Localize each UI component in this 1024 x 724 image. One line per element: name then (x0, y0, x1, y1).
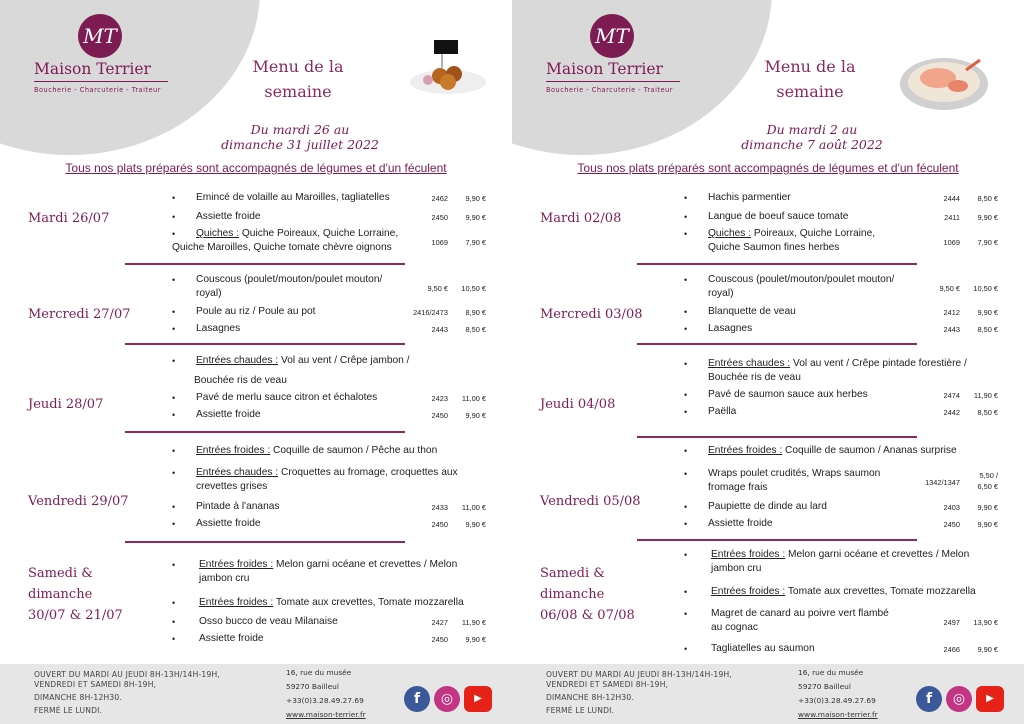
day-label-line: dimanche (28, 587, 93, 602)
item-code: 2412 (943, 308, 960, 317)
day-separator (637, 343, 917, 345)
item-text: Assiette froide (199, 633, 264, 644)
item-text-part: Tomate aux crevettes, Tomate mozzarella (785, 586, 976, 597)
phone-number: +33(0)3.28.49.27.69 (798, 696, 876, 705)
item-price: 9,90 € (465, 194, 486, 203)
item-price: 9,90 € (465, 213, 486, 222)
opening-hours (34, 670, 264, 716)
item-category: Quiches : (708, 228, 752, 239)
item-code: 1069 (943, 238, 960, 247)
menu-item: • Magret de canard au poivre vert flambé au cognac 2497 13,90 € (684, 608, 998, 633)
day-label: Vendredi 29/07 (28, 494, 129, 509)
day-separator (125, 343, 405, 345)
day-label: Mercredi 27/07 (28, 307, 131, 322)
item-price: 7,90 € (465, 238, 486, 247)
item-text: Paëlla (708, 406, 737, 417)
menu-item: • Entrées froides : Melon garni océane et crevettes / Melon jambon cru (172, 558, 490, 586)
item-text: Couscous (poulet/mouton/poulet mouton/ (708, 274, 895, 285)
day-separator (125, 263, 405, 265)
item-category: Quiches : (196, 228, 240, 239)
item-text-part: Poireaux, Quiche Lorraine, (751, 228, 876, 239)
item-text: Assiette froide (196, 211, 261, 222)
item-code: 2442 (943, 408, 960, 417)
item-code: 2411 (944, 213, 960, 222)
item-text: Lasagnes (708, 323, 753, 334)
brand-name: Maison Terrier (34, 60, 151, 78)
brand-tagline: Boucherie - Charcuterie - Traiteur (34, 86, 161, 94)
item-category: Entrées froides : (711, 586, 786, 597)
menu-page-right: MT Maison Terrier Boucherie - Charcuterie - Traiteur Menu de la semaine Du mardi 2 au dimanche 7 août 2022 Tous nos plats préparés sont accompagnés de légumes et d'un féculent Mardi 02/08 Mercredi 03/08 Jeudi 04/08 Vendredi 05/08 Samedi & dimanche 06/08 & 07/08 • Hachis parmentier 2444 8,50 € • Langue de boeuf sauce tomate 2411 9,90 € • Quiches : Poireaux, Quiche Lorraine, Quiche Saumon fines herbes 1069 7,90 € • Couscous (poulet/mouton/poulet mouton/ royal) 9,50 € 10,50 € • Blanquette de veau 2412 9,90 € • Lasagnes 2443 8,50 € • Entrées chaudes : Vol au vent / Crêpe pintade forestière / Bouchée ris de veau • Pavé de saumon sauce aux herbes 2474 11,90 € • Paëlla 2442 8,50 € • Entrées froides : Coquille de saumon / Ananas surprise • Wraps poulet crudités, Wraps saumon fromage frais 1342/1347 5,50 / 6,50 € • Paupiette de dinde au lard 2403 9,90 € • Assiette froide 2450 9,90 € • Entrées froides : Melon garni océane et crevettes / Melon jambon cru • Entrées froides : Tomate aux crevettes, Tomate mozzarella • Magret de canard au poivre vert flambé au cognac 2497 13,90 € • Tagliatelles au saumon 2466 9,90 € OUVERT DU MARDI AU JEUDI 8H-13H/14H-19H, VENDREDI ET SAMEDI 8H-19H, DIMANCHE 8H-12H30. FERMÉ LE LUNDI. 16, rue du musée 59270 Bailleul +33(0)3.28.49.27.69 www.maison-terrier.fr f ◎ ▶ (512, 0, 1024, 724)
item-code: 2466 (943, 645, 960, 654)
day-label: Mercredi 03/08 (540, 307, 643, 322)
hours-line: VENDREDI ET SAMEDI 8H-19H, (546, 680, 669, 689)
item-text (196, 227, 416, 241)
item-text-line2: Bouchée ris de veau (708, 372, 801, 383)
item-text (196, 466, 476, 480)
item-text: Wraps poulet crudités, Wraps saumon (708, 468, 881, 479)
item-text-part: Tomate aux crevettes, Tomate mozzarella (273, 597, 464, 608)
menu-item: • Wraps poulet crudités, Wraps saumon fromage frais 1342/1347 5,50 / 6,50 € (684, 468, 998, 493)
item-text-line2: Quiche Maroilles, Quiche tomate chèvre oignons (172, 242, 392, 253)
instagram-icon[interactable]: ◎ (946, 686, 972, 712)
item-code: 2433 (431, 503, 448, 512)
item-price: 8,50 € (465, 325, 486, 334)
item-price: 9,90 € (465, 520, 486, 529)
address-block (798, 666, 898, 722)
brand-name: Maison Terrier (546, 60, 663, 78)
menu-item: • Entrées chaudes : Vol au vent / Crêpe jambon / Bouchée ris de veau (172, 354, 490, 388)
item-category: Entrées chaudes : (196, 355, 279, 366)
dates-line2: dimanche 31 juillet 2022 (221, 137, 379, 152)
item-text: Tagliatelles au saumon (711, 643, 815, 654)
opening-hours (546, 670, 776, 716)
item-category: Entrées froides : (196, 445, 271, 456)
day-separator (637, 263, 917, 265)
day-separator (125, 431, 405, 433)
menu-item: • Quiches : Quiche Poireaux, Quiche Lorraine, Quiche Maroilles, Quiche tomate chèvre oignons 1069 7,90 € (172, 228, 486, 253)
item-text (196, 444, 476, 458)
item-text: Assiette froide (196, 518, 261, 529)
menu-title-line1: Menu de la (764, 57, 856, 76)
day-label-line: 06/08 & 07/08 (540, 608, 635, 623)
item-text-part: Coquille de saumon / Ananas surprise (782, 445, 957, 456)
item-price: 10,50 € (461, 284, 486, 293)
item-text: Hachis parmentier (708, 192, 791, 203)
item-price: 9,90 € (977, 308, 998, 317)
youtube-icon[interactable]: ▶ (976, 686, 1004, 712)
address-city: 59270 Bailleul (286, 682, 339, 691)
item-text-line2: au cognac (711, 622, 759, 633)
item-category: Entrées froides : (199, 559, 274, 570)
item-code: 2444 (943, 194, 960, 203)
item-text: Pavé de merlu sauce citron et échalotes (196, 392, 378, 403)
day-label: Mardi 26/07 (28, 211, 110, 226)
item-code: 2450 (943, 520, 960, 529)
youtube-icon[interactable]: ▶ (464, 686, 492, 712)
item-price: 6,50 € (977, 482, 998, 491)
hours-line: OUVERT DU MARDI AU JEUDI 8H-13H/14H-19H, (546, 670, 733, 679)
item-text: Langue de boeuf sauce tomate (708, 211, 849, 222)
item-text: Paupiette de dinde au lard (708, 501, 827, 512)
item-price: 7,90 € (977, 238, 998, 247)
item-price: 9,90 € (977, 645, 998, 654)
dish-photo (898, 50, 992, 114)
menu-item: • Entrées froides : Melon garni océane et crevettes / Melon jambon cru (684, 548, 1002, 576)
item-code: 2427 (431, 618, 448, 627)
item-text-line2: royal) (708, 288, 734, 299)
day-label-line: dimanche (540, 587, 605, 602)
item-text-line2: fromage frais (708, 482, 768, 493)
item-text-line2: Quiche Saumon fines herbes (708, 242, 840, 253)
week-dates (200, 122, 400, 152)
hours-line: DIMANCHE 8H-12H30. (546, 693, 635, 702)
dates-line1: Du mardi 2 au (766, 122, 858, 137)
hours-line: FERMÉ LE LUNDI. (546, 706, 615, 715)
menu-item: • Quiches : Poireaux, Quiche Lorraine, Quiche Saumon fines herbes 1069 7,90 € (684, 228, 998, 253)
item-text-line2: Bouchée ris de veau (194, 375, 287, 386)
item-code: 2450 (431, 213, 448, 222)
day-label-line: Samedi & (540, 566, 605, 581)
item-price: 8,50 € (977, 194, 998, 203)
menu-title-line2: semaine (264, 82, 332, 101)
day-label-weekend (540, 563, 666, 626)
week-dates (712, 122, 912, 152)
menu-title-line2: semaine (776, 82, 844, 101)
item-price: 11,00 € (461, 394, 486, 403)
menu-page-left: MT Maison Terrier Boucherie - Charcuterie - Traiteur Menu de la semaine Du mardi 26 au dimanche 31 juillet 2022 Tous nos plats préparés sont accompagnés de légumes et d'un féculent Mardi 26/07 Mercredi 27/07 Jeudi 28/07 Vendredi 29/07 Samedi & dimanche 30/07 & 21/07 • Emincé de volaille au Maroilles, tagliatelles 2462 9,90 € • Assiette froide 2450 9,90 € • Quiches : Quiche Poireaux, Quiche Lorraine, Quiche Maroilles, Quiche tomate chèvre oignons 1069 7,90 € • Couscous (poulet/mouton/poulet mouton/ royal) 9,50 € 10,50 € • Poule au riz / Poule au pot 2416/2473 8,90 € • Lasagnes 2443 8,50 € • Entrées chaudes : Vol au vent / Crêpe jambon / Bouchée ris de veau • Pavé de merlu sauce citron et échalotes 2423 11,00 € • Assiette froide 2450 9,90 € • Entrées froides : Coquille de saumon / Pêche au thon • Entrées chaudes : Croquettes au fromage, croquettes aux crevettes grises • Pintade à l'ananas 2433 11,00 € • Assiette froide 2450 9,90 € • Entrées froides : Melon garni océane et crevettes / Melon jambon cru • Entrées froides : Tomate aux crevettes, Tomate mozzarella • Osso bucco de veau Milanaise 2427 11,90 € • Assiette froide 2450 9,90 € OUVERT DU MARDI AU JEUDI 8H-13H/14H-19H, VENDREDI ET SAMEDI 8H-19H, DIMANCHE 8H-12H30. FERMÉ LE LUNDI. 16, rue du musée 59270 Bailleul +33(0)3.28.49.27.69 www.maison-terrier.fr f ◎ ▶ (0, 0, 512, 724)
item-text-line2: jambon cru (199, 573, 250, 584)
hours-line: FERMÉ LE LUNDI. (34, 706, 103, 715)
item-code: 2443 (431, 325, 448, 334)
item-code: 9,50 € (427, 284, 448, 293)
item-code: 1069 (431, 238, 448, 247)
facebook-icon[interactable]: f (916, 686, 942, 712)
item-text (199, 558, 479, 572)
item-code: 1342/1347 (925, 478, 960, 487)
item-code: 9,50 € (939, 284, 960, 293)
item-category: Entrées froides : (199, 597, 274, 608)
item-price: 9,90 € (465, 411, 486, 420)
website-link[interactable]: www.maison-terrier.fr (798, 710, 878, 719)
logo-monogram: MT (78, 14, 122, 58)
address-street: 16, rue du musée (798, 668, 864, 677)
item-price: 5,50 / (979, 471, 998, 480)
item-text-line2: jambon cru (711, 563, 762, 574)
item-price: 10,50 € (973, 284, 998, 293)
item-price: 11,00 € (461, 503, 486, 512)
item-price: 11,90 € (973, 391, 998, 400)
item-code: 2450 (431, 520, 448, 529)
accompaniment-note: Tous nos plats préparés sont accompagnés de légumes et d'un féculent (65, 161, 447, 175)
item-text-part: Coquille de saumon / Pêche au thon (270, 445, 438, 456)
item-price: 13,90 € (973, 618, 998, 627)
menu-item: • Entrées chaudes : Vol au vent / Crêpe pintade forestière / Bouchée ris de veau (684, 357, 1002, 385)
day-separator (637, 539, 917, 541)
item-category: Entrées chaudes : (708, 358, 791, 369)
item-text-line2: royal) (196, 288, 222, 299)
item-code: 2416/2473 (413, 308, 448, 317)
address-block (286, 666, 386, 722)
item-text (708, 357, 988, 371)
item-text (708, 227, 928, 241)
phone-number: +33(0)3.28.49.27.69 (286, 696, 364, 705)
item-text-part: Melon garni océane et crevettes / Melon (785, 549, 970, 560)
day-separator (125, 541, 405, 543)
item-text-part: Quiche Poireaux, Quiche Lorraine, (239, 228, 399, 239)
day-separator (637, 436, 917, 438)
day-label: Vendredi 05/08 (540, 494, 641, 509)
instagram-icon[interactable]: ◎ (434, 686, 460, 712)
item-text: Magret de canard au poivre vert flambé (711, 608, 889, 619)
item-text: Pintade à l'ananas (196, 501, 280, 512)
item-text-part: Croquettes au fromage, croquettes aux (278, 467, 458, 478)
address-city: 59270 Bailleul (798, 682, 851, 691)
brand-tagline: Boucherie - Charcuterie - Traiteur (546, 86, 673, 94)
hours-line: VENDREDI ET SAMEDI 8H-19H, (34, 680, 157, 689)
item-price: 8,50 € (977, 408, 998, 417)
dates-line2: dimanche 7 août 2022 (741, 137, 883, 152)
item-text: Blanquette de veau (708, 306, 796, 317)
day-label: Jeudi 28/07 (28, 397, 104, 412)
item-code: 2450 (431, 635, 448, 644)
item-price: 8,90 € (465, 308, 486, 317)
day-label-weekend (28, 563, 154, 626)
item-text (196, 354, 476, 368)
day-label: Jeudi 04/08 (540, 397, 616, 412)
dish-photo (404, 34, 490, 104)
item-code: 2423 (431, 394, 448, 403)
item-category: Entrées froides : (708, 445, 783, 456)
menu-item: • Couscous (poulet/mouton/poulet mouton/ royal) 9,50 € 10,50 € (684, 274, 998, 299)
item-text-line2: crevettes grises (196, 481, 268, 492)
item-text: Lasagnes (196, 323, 241, 334)
item-text (199, 596, 479, 610)
menu-title (232, 54, 364, 104)
item-text-part: Vol au vent / Crêpe jambon / (278, 355, 410, 366)
dates-line1: Du mardi 26 au (250, 122, 350, 137)
item-code: 2474 (943, 391, 960, 400)
day-label: Mardi 02/08 (540, 211, 622, 226)
item-text-part: Vol au vent / Crêpe pintade forestière / (790, 358, 967, 369)
item-text-part: Melon garni océane et crevettes / Melon (273, 559, 458, 570)
item-price: 9,90 € (465, 635, 486, 644)
item-price: 9,90 € (977, 213, 998, 222)
item-text: Pavé de saumon sauce aux herbes (708, 389, 868, 400)
hours-line: DIMANCHE 8H-12H30. (34, 693, 123, 702)
address-street: 16, rue du musée (286, 668, 352, 677)
day-label-line: 30/07 & 21/07 (28, 608, 123, 623)
day-label-line: Samedi & (28, 566, 93, 581)
item-text: Poule au riz / Poule au pot (196, 306, 316, 317)
menu-title-line1: Menu de la (252, 57, 344, 76)
logo-monogram: MT (590, 14, 634, 58)
item-text (711, 548, 991, 562)
item-text: Assiette froide (708, 518, 773, 529)
menu-item: • Couscous (poulet/mouton/poulet mouton/ royal) 9,50 € 10,50 € (172, 274, 486, 299)
item-code: 2462 (431, 194, 448, 203)
facebook-icon[interactable]: f (404, 686, 430, 712)
item-price: 8,50 € (977, 325, 998, 334)
logo-divider (546, 81, 680, 82)
item-price: 11,90 € (461, 618, 486, 627)
item-text (708, 444, 988, 458)
item-text: Osso bucco de veau Milanaise (199, 616, 338, 627)
item-price: 9,90 € (977, 503, 998, 512)
item-category: Entrées chaudes : (196, 467, 279, 478)
website-link[interactable]: www.maison-terrier.fr (286, 710, 366, 719)
item-text: Assiette froide (196, 409, 261, 420)
accompaniment-note: Tous nos plats préparés sont accompagnés de légumes et d'un féculent (577, 161, 959, 175)
item-code: 2497 (943, 618, 960, 627)
menu-item: • Entrées chaudes : Croquettes au fromage, croquettes aux crevettes grises (172, 466, 490, 494)
item-code: 2443 (943, 325, 960, 334)
item-text: Emincé de volaille au Maroilles, tagliatelles (196, 192, 390, 203)
item-code: 2450 (431, 411, 448, 420)
item-text: Couscous (poulet/mouton/poulet mouton/ (196, 274, 383, 285)
menu-title (744, 54, 876, 104)
logo-divider (34, 81, 168, 82)
item-price: 9,90 € (977, 520, 998, 529)
item-code: 2403 (943, 503, 960, 512)
item-text (711, 585, 991, 599)
item-category: Entrées froides : (711, 549, 786, 560)
hours-line: OUVERT DU MARDI AU JEUDI 8H-13H/14H-19H, (34, 670, 221, 679)
